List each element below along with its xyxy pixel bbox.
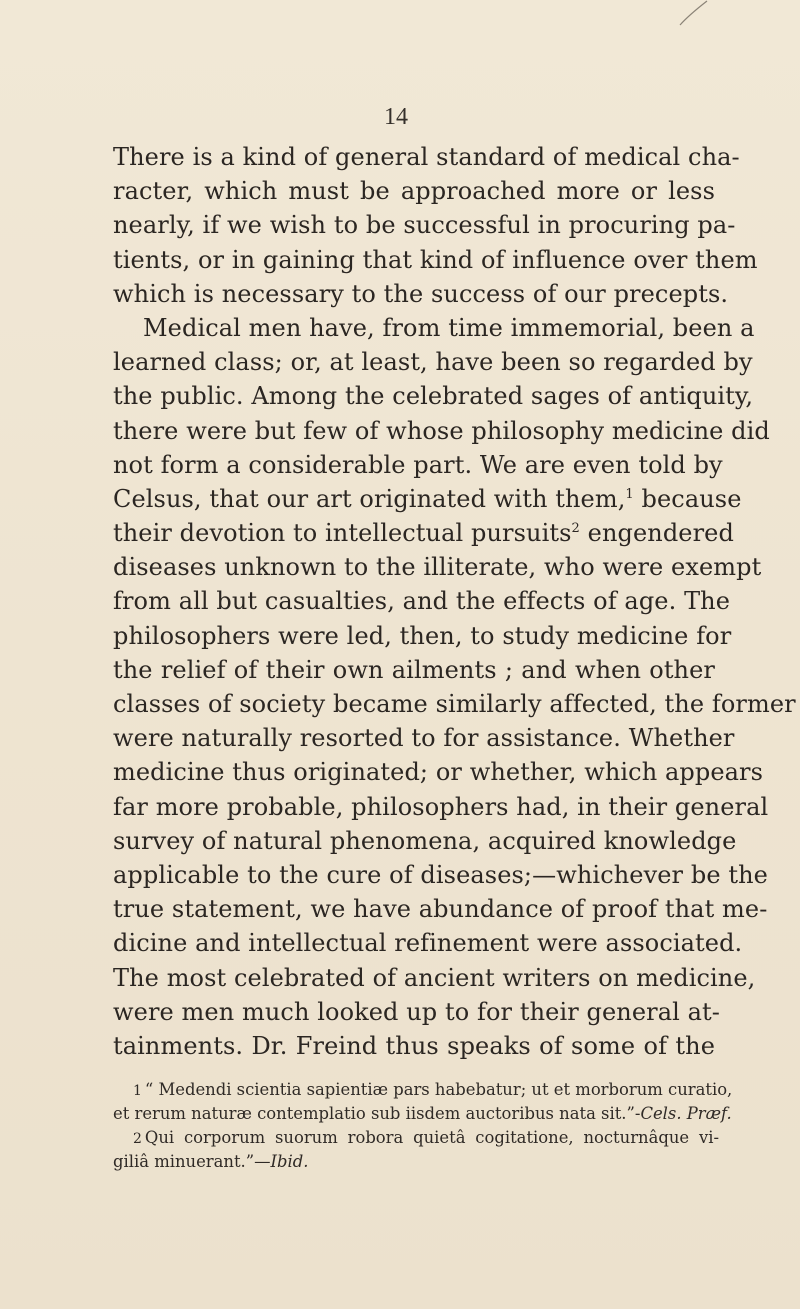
text-line: medicine thus originated; or whether, which appears: [113, 758, 764, 787]
text-line: [113, 516, 734, 550]
text-line: tients, or in gaining that kind of influence over them: [113, 245, 758, 274]
text-segment: Celsus, that our art originated with them,: [113, 484, 626, 513]
text-segment: engendered: [587, 519, 734, 548]
footnote-mark: 2: [571, 521, 580, 537]
footnote-text: Qui corporum suorum robora quietâ cogitatione, nocturnâque vi-: [144, 1128, 719, 1147]
text-line: survey of natural phenomena, acquired knowledge: [113, 826, 737, 855]
footnote-2-continued: [113, 1150, 719, 1174]
text-line: diseases unknown to the illiterate, who were exempt: [113, 553, 762, 582]
text-line: the public. Among the celebrated sages of antiquity,: [113, 382, 754, 411]
text-line: classes of society became similarly affected, the former: [113, 690, 796, 718]
footnote-number: 2: [133, 1131, 142, 1147]
body-text: [113, 140, 796, 1063]
text-line: there were but few of whose philosophy medicine did: [113, 416, 770, 445]
footnote-text: giliâ minuerant.”—: [113, 1152, 271, 1171]
text-line: [113, 482, 742, 516]
footnote-mark: 1: [625, 486, 634, 502]
footnote-1: [113, 1078, 733, 1102]
text-line: racter, which must be approached more or less: [113, 177, 715, 206]
footnote-1-continued: [113, 1102, 732, 1126]
ink-mark: [678, 0, 708, 26]
text-line: were men much looked up to for their general at-: [113, 997, 721, 1026]
text-line: Medical men have, from time immemorial, been a: [143, 313, 755, 342]
footnote-number: 1: [133, 1083, 142, 1099]
text-line: tainments. Dr. Freind thus speaks of some of the: [113, 1031, 715, 1060]
text-line: not form a considerable part. We are even told by: [113, 450, 723, 479]
footnote-text: “ Medendi scientia sapientiæ pars habebatur; ut et morborum curatio,: [144, 1080, 733, 1099]
text-segment: their devotion to intellectual pursuits: [113, 519, 572, 548]
footnote-text: et rerum naturæ contemplatio sub iisdem auctoribus nata sit.”-: [113, 1104, 641, 1123]
footnotes: [113, 1078, 733, 1174]
text-line: the relief of their own ailments ; and when other: [113, 655, 715, 684]
footnote-citation: Cels. Præf.: [640, 1104, 732, 1123]
footnote-2: [113, 1126, 719, 1150]
text-line: nearly, if we wish to be successful in procuring pa-: [113, 211, 736, 240]
footnote-citation: Ibid.: [270, 1152, 309, 1171]
text-line: from all but casualties, and the effects of age. The: [113, 587, 731, 616]
text-line: far more probable, philosophers had, in their general: [113, 792, 769, 821]
text-line: The most celebrated of ancient writers on medicine,: [113, 963, 756, 992]
text-line: dicine and intellectual refinement were associated.: [113, 929, 743, 958]
text-segment: because: [641, 484, 742, 513]
text-line: were naturally resorted to for assistance. Whether: [113, 724, 735, 753]
text-line: learned class; or, at least, have been so regarded by: [113, 348, 753, 377]
page-number: 14: [384, 104, 408, 130]
text-line: There is a kind of general standard of medical cha-: [113, 143, 740, 171]
text-line: true statement, we have abundance of proof that me-: [113, 895, 768, 924]
text-line: applicable to the cure of diseases;—whichever be the: [113, 860, 768, 889]
text-line: which is necessary to the success of our precepts.: [113, 279, 729, 308]
text-line: philosophers were led, then, to study medicine for: [113, 621, 732, 650]
